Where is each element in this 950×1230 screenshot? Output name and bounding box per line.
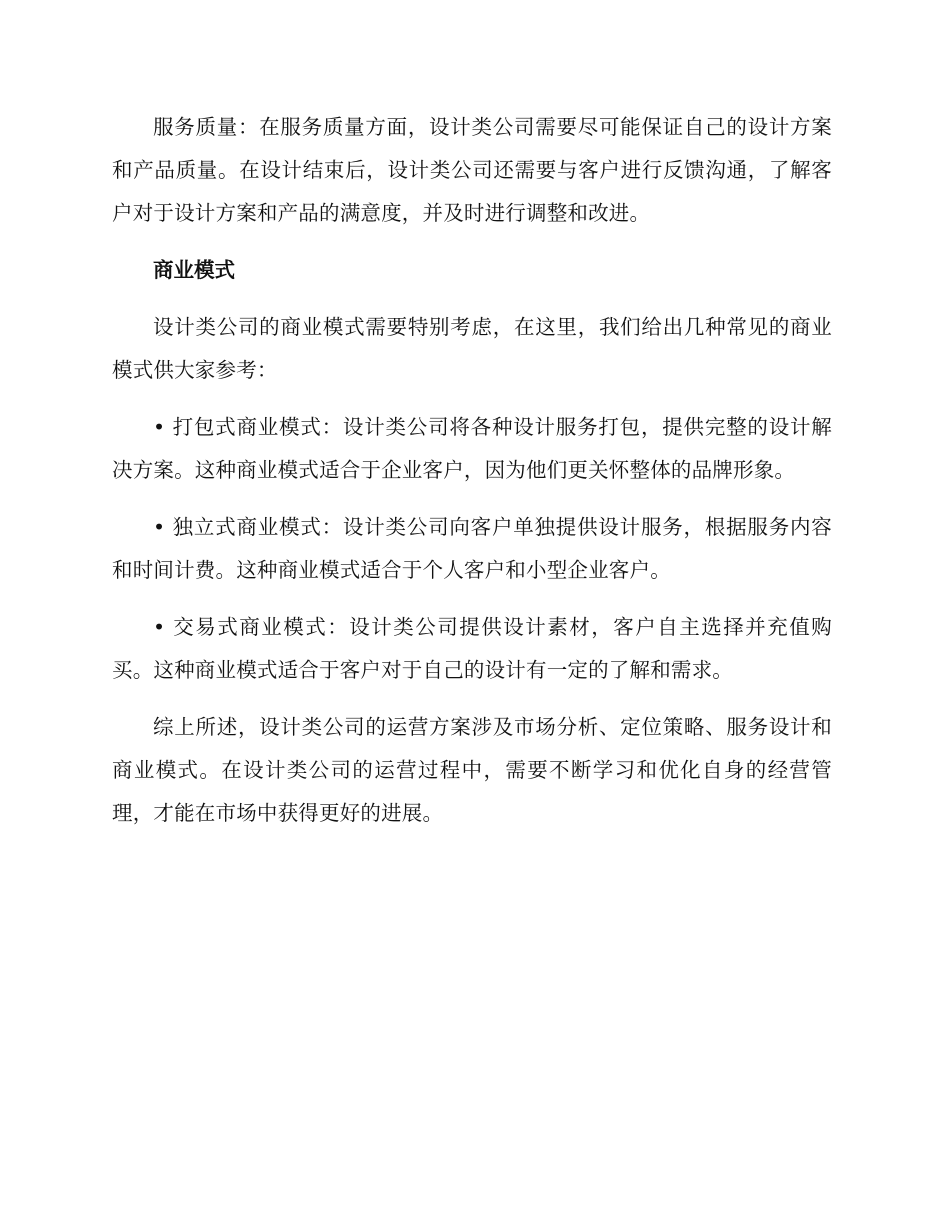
document-page: [112, 106, 832, 849]
list-item-transaction-model: • 交易式商业模式：设计类公司提供设计素材，客户自主选择并充值购买。这种商业模式适合于客户对于自己的设计有一定的了解和需求。: [112, 615, 832, 682]
paragraph-conclusion: 综上所述，设计类公司的运营方案涉及市场分析、定位策略、服务设计和商业模式。在设计类公司的运营过程中，需要不断学习和优化自身的经营管理，才能在市场中获得更好的进展。: [112, 715, 832, 825]
list-item-independent-model: • 独立式商业模式：设计类公司向客户单独提供设计服务，根据服务内容和时间计费。这种商业模式适合于个人客户和小型企业客户。: [112, 515, 832, 582]
list-item-bundle-model: • 打包式商业模式：设计类公司将各种设计服务打包，提供完整的设计解决方案。这种商业模式适合于企业客户，因为他们更关怀整体的品牌形象。: [112, 415, 832, 482]
section-heading-business-model: 商业模式: [153, 258, 235, 282]
paragraph-business-model-intro: 设计类公司的商业模式需要特别考虑，在这里，我们给出几种常见的商业模式供大家参考：: [112, 315, 832, 382]
paragraph-service-quality: 服务质量：在服务质量方面，设计类公司需要尽可能保证自己的设计方案和产品质量。在设计结束后，设计类公司还需要与客户进行反馈沟通，了解客户对于设计方案和产品的满意度，并及时进行调整和改进。: [112, 115, 832, 225]
